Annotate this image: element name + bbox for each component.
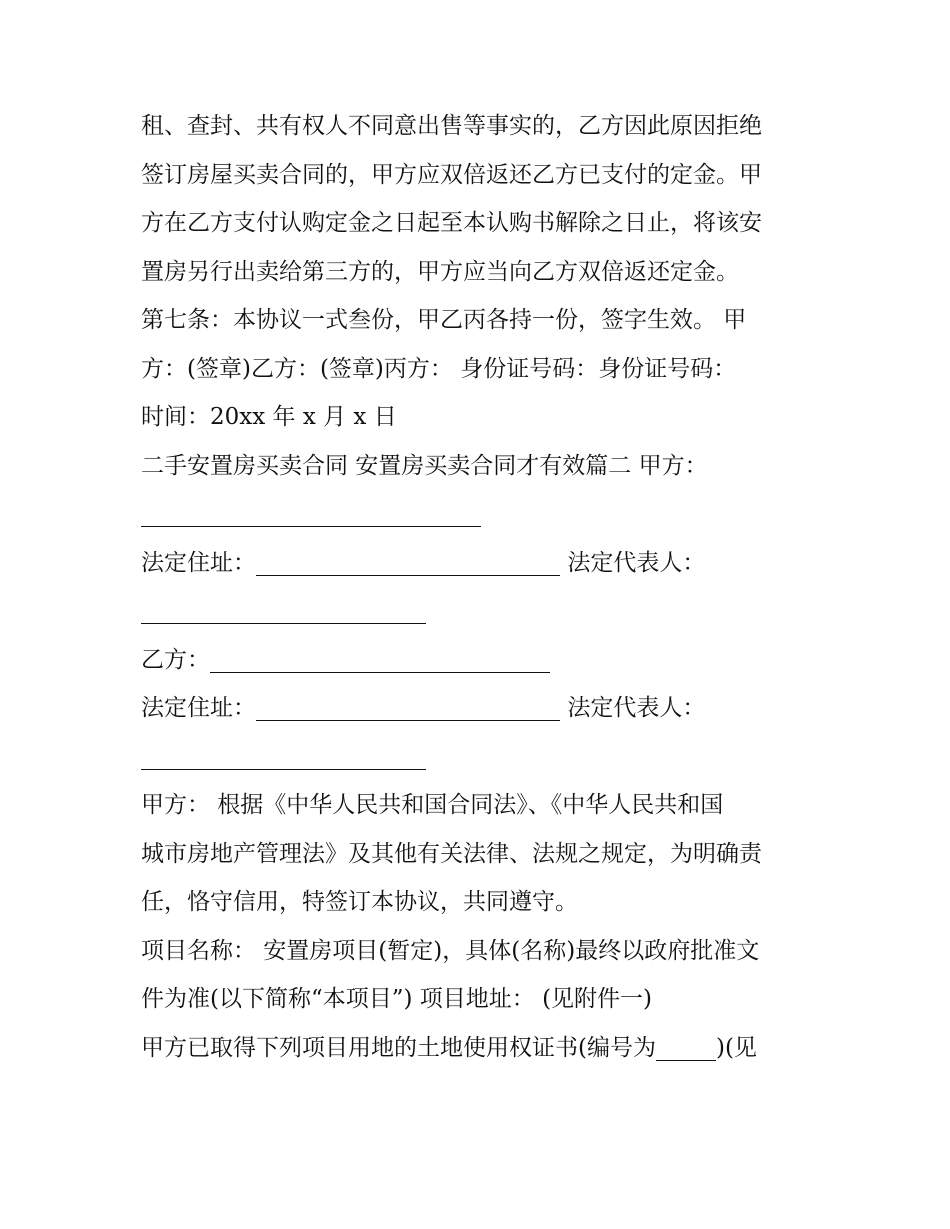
party-b-label: 乙方： (141, 646, 210, 673)
text-line: 置房另行出卖给第三方的，甲方应当向乙方双倍返还定金。 (141, 258, 739, 285)
text-line: 件为准(以下简称“本项目”) 项目地址： (见附件一) (141, 986, 653, 1012)
text-line: 租、查封、共有权人不同意出售等事实的，乙方因此原因拒绝 (141, 113, 762, 139)
party-a-rep-blank-line (141, 587, 821, 636)
text-line: 签订房屋买卖合同的，甲方应双倍返还乙方已支付的定金。甲 (141, 161, 762, 188)
party-b-rep-blank (141, 742, 426, 770)
land-certificate-suffix: )(见 (715, 1034, 757, 1061)
text-line: 方：(签章)乙方：(签章)丙方： 身份证号码：身份证号码： (141, 355, 737, 382)
party-b-rep-label: 法定代表人： (567, 695, 706, 721)
land-certificate-text: 甲方已取得下列项目用地的土地使用权证书(编号为 (141, 1034, 656, 1061)
party-b-address-blank (256, 693, 560, 721)
party-b-line (141, 636, 821, 685)
party-a-address-blank (256, 548, 560, 576)
text-line: 城市房地产管理法》及其他有关法律、法规之规定，为明确责 (141, 840, 762, 867)
party-a-name-blank-line (141, 490, 821, 539)
text-line: 甲方： 根据《中华人民共和国合同法》、《中华人民共和国 (141, 792, 724, 818)
document-body (141, 102, 821, 1072)
certificate-number-blank (656, 1033, 716, 1061)
party-a-address-label: 法定住址： (141, 549, 256, 576)
party-a-address-line (141, 539, 821, 588)
party-b-address-line (141, 684, 821, 733)
text-line: 第七条：本协议一式叁份，甲乙丙各持一份，签字生效。 甲 (141, 307, 747, 333)
party-a-rep-blank (141, 596, 426, 624)
date-line: 时间：20xx 年 x 月 x 日 (141, 404, 397, 430)
party-b-name-blank (210, 645, 550, 673)
party-a-rep-label: 法定代表人： (567, 549, 706, 576)
party-b-rep-blank-line (141, 733, 821, 782)
text-line: 方在乙方支付认购定金之日起至本认购书解除之日止，将该安 (141, 210, 762, 236)
text-line: 项目名称： 安置房项目(暂定)，具体(名称)最终以政府批准文 (141, 937, 760, 964)
text-line: 任，恪守信用，特签订本协议，共同遵守。 (141, 889, 578, 915)
section-heading: 二手安置房买卖合同 安置房买卖合同才有效篇二 甲方： (141, 452, 708, 479)
land-certificate-line (141, 1024, 821, 1073)
party-a-name-blank (141, 499, 481, 527)
party-b-address-label: 法定住址： (141, 695, 256, 721)
